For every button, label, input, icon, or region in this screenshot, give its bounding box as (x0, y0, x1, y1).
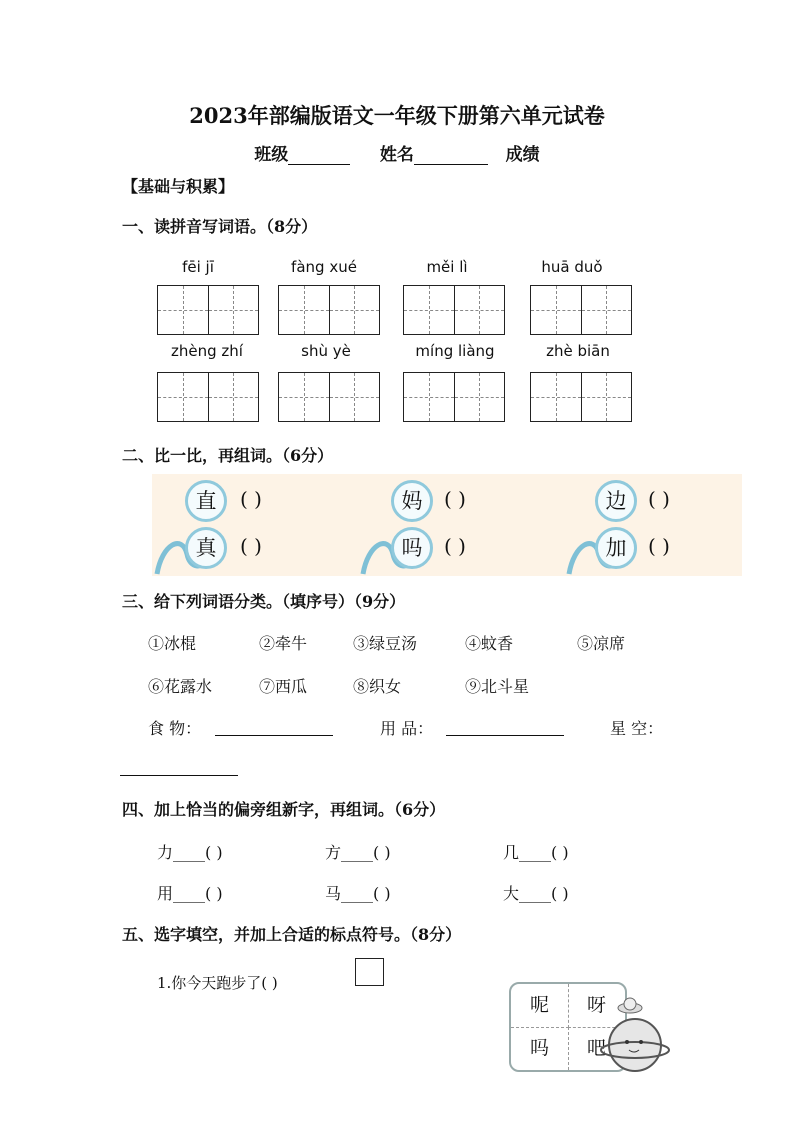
compare-band (152, 474, 742, 576)
category-sky-blank[interactable] (120, 774, 238, 776)
answer-paren[interactable]: ( ) (240, 487, 262, 511)
char-circle: 真 (185, 527, 227, 569)
radical-item[interactable]: 几____( ) (503, 843, 569, 862)
score-label: 成绩 (505, 145, 540, 165)
char-circle: 直 (185, 480, 227, 522)
page-title: 2023年部编版语文一年级下册第六单元试卷 (189, 103, 605, 128)
word-item: ⑨北斗星 (465, 677, 530, 696)
char-circle: 妈 (391, 480, 433, 522)
pinyin-4: huā duǒ (541, 258, 603, 276)
word-item: ⑥花露水 (148, 677, 213, 696)
writing-grid-5[interactable] (157, 372, 259, 422)
pinyin-1: fēi jī (182, 258, 214, 276)
pinyin-2: fàng xué (291, 258, 357, 276)
radical-item[interactable]: 方____( ) (325, 843, 391, 862)
answer-paren[interactable]: ( ) (444, 534, 466, 558)
writing-grid-8[interactable] (530, 372, 632, 422)
choice-char: 呢 (511, 984, 569, 1028)
word-item: ②牵牛 (259, 634, 308, 653)
category-food-blank[interactable] (215, 734, 333, 736)
q3-title: 三、给下列词语分类。（填序号）（9分） (122, 592, 406, 611)
choice-char: 吗 (511, 1027, 569, 1070)
word-item: ③绿豆汤 (353, 634, 418, 653)
choice-char: 吧 (586, 1037, 606, 1059)
char-circle: 吗 (391, 527, 433, 569)
word-item: ⑦西瓜 (259, 677, 308, 696)
pinyin-6: shù yè (301, 342, 351, 360)
pinyin-8: zhè biān (546, 342, 610, 360)
radical-item[interactable]: 大____( ) (503, 884, 569, 903)
char-circle: 加 (595, 527, 637, 569)
student-info-line (0, 140, 794, 165)
writing-grid-7[interactable] (403, 372, 505, 422)
char-circle: 边 (595, 480, 637, 522)
word-item: ⑧织女 (353, 677, 402, 696)
category-sky-label: 星 空： (610, 719, 664, 738)
planet-icon (600, 990, 670, 1080)
q5-sentence-1[interactable]: 1.你今天跑步了( ) (157, 974, 278, 992)
writing-grid-1[interactable] (157, 285, 259, 335)
pinyin-5: zhèng zhí (171, 342, 243, 360)
radical-item[interactable]: 马____( ) (325, 884, 391, 903)
writing-grid-2[interactable] (278, 285, 380, 335)
name-blank[interactable] (414, 146, 488, 165)
class-label: 班级 (254, 145, 289, 165)
class-blank[interactable] (288, 146, 350, 165)
word-item: ①冰棍 (148, 634, 197, 653)
category-goods-blank[interactable] (446, 734, 564, 736)
category-goods-label: 用 品： (380, 719, 434, 738)
word-item: ④蚊香 (465, 634, 514, 653)
q1-title: 一、读拼音写词语。（8分） (122, 217, 318, 236)
answer-paren[interactable]: ( ) (240, 534, 262, 558)
pinyin-3: měi lì (426, 258, 468, 276)
category-food-label: 食 物： (148, 719, 202, 738)
section-tag: 【基础与积累】 (122, 177, 235, 196)
answer-paren[interactable]: ( ) (648, 487, 670, 511)
answer-paren[interactable]: ( ) (444, 487, 466, 511)
punctuation-box[interactable] (355, 958, 384, 986)
q2-title: 二、比一比，再组词。（6分） (122, 446, 334, 465)
pinyin-7: míng liàng (415, 342, 495, 360)
writing-grid-3[interactable] (403, 285, 505, 335)
radical-item[interactable]: 力____( ) (157, 843, 223, 862)
name-label: 姓名 (379, 145, 414, 165)
q5-title: 五、选字填空，并加上合适的标点符号。（8分） (122, 925, 462, 944)
radical-item[interactable]: 用____( ) (157, 884, 223, 903)
choice-char: 呀 (568, 984, 625, 1028)
writing-grid-4[interactable] (530, 285, 632, 335)
answer-paren[interactable]: ( ) (648, 534, 670, 558)
writing-grid-6[interactable] (278, 372, 380, 422)
word-item: ⑤凉席 (577, 634, 626, 653)
q4-title: 四、加上恰当的偏旁组新字，再组词。（6分） (122, 800, 446, 819)
